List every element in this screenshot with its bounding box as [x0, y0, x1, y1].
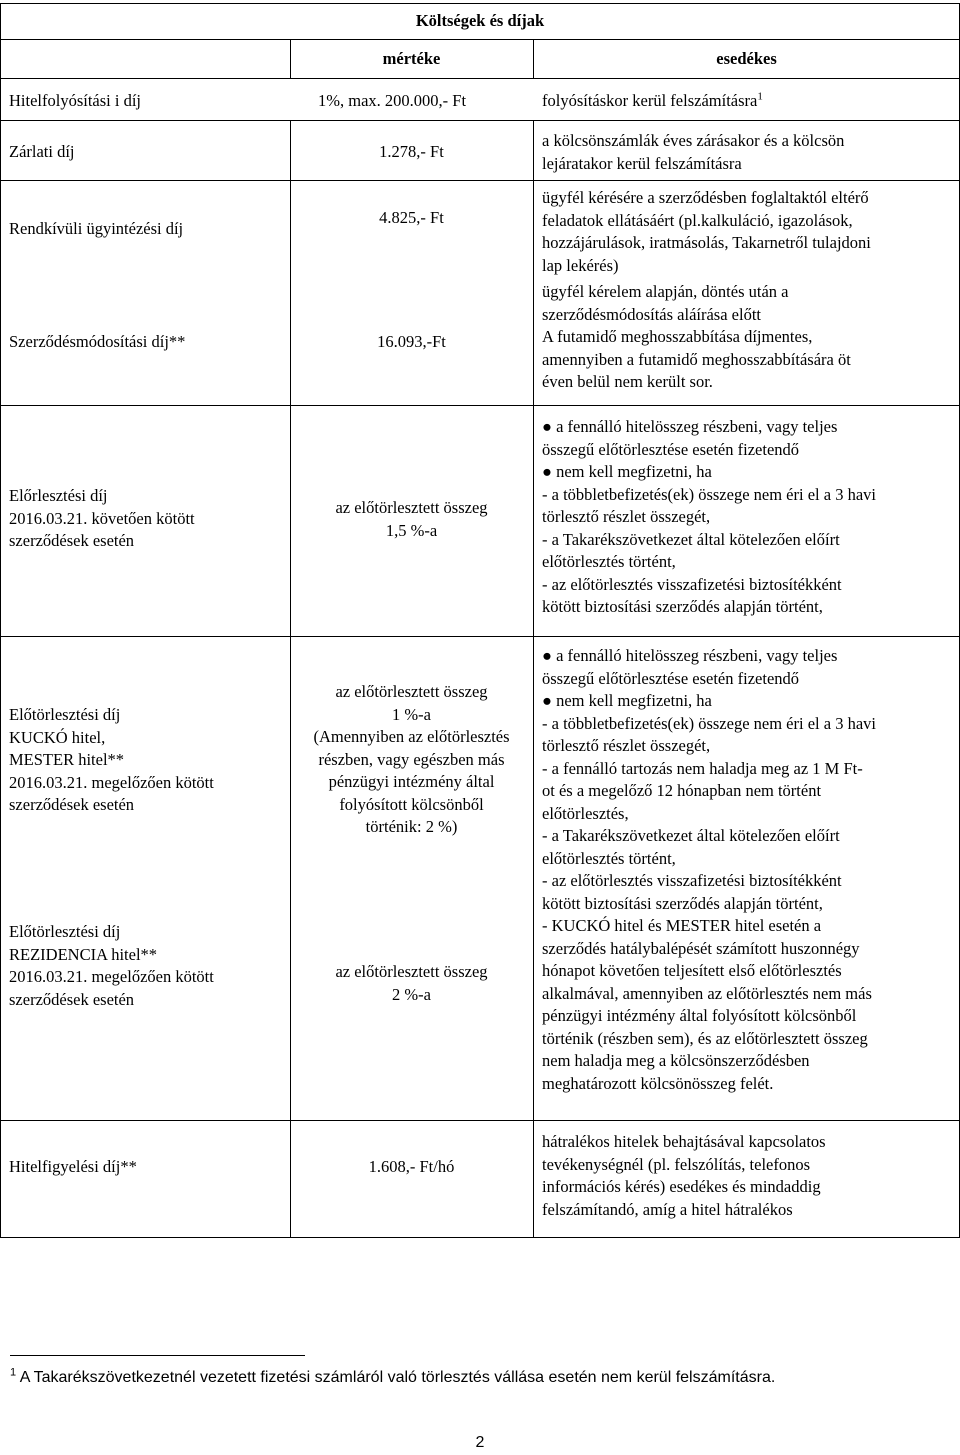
- text-line: meghatározott kölcsönösszeg felét.: [542, 1073, 774, 1093]
- text-line: hátralékos hitelek behajtásával kapcsolatos: [542, 1132, 826, 1151]
- text-line: - a fennálló tartozás nem haladja meg az 1 M Ft-: [542, 758, 863, 778]
- text-line: 2 %-a: [392, 984, 431, 1004]
- text-line: részben, vagy egészben más: [318, 749, 505, 769]
- text-line: éven belül nem került sor.: [542, 372, 713, 391]
- text-line: MESTER hitel**: [9, 750, 125, 769]
- text-line: A futamidő meghosszabbítása díjmentes,: [542, 327, 813, 346]
- rule-bottom: [0, 1237, 960, 1238]
- rule-after-header: [0, 78, 960, 79]
- text-line: az előtörlesztett összeg: [335, 682, 488, 701]
- text-line: Előtörlesztési díj: [9, 922, 121, 941]
- text-line: felszámítandó, amíg a hitel hátralékos: [542, 1199, 793, 1219]
- fee-due-hitelfigyelesi: [542, 1131, 826, 1221]
- text-line: történik: 2 %): [365, 817, 458, 836]
- text-line: KUCKÓ hitel,: [9, 727, 106, 747]
- text-line: ● a fennálló hitelösszeg részbeni, vagy teljes: [542, 417, 838, 436]
- footnote: [10, 1367, 775, 1390]
- rule-col2: [533, 120, 534, 1238]
- fee-amount-szerzodesmodositasi: 16.093,-Ft: [377, 332, 446, 351]
- text-line: ● a fennálló hitelösszeg részbeni, vagy teljes: [542, 646, 838, 665]
- fee-due-kucko-rezidencia: [542, 645, 876, 1095]
- fee-amount-rezidencia: [290, 961, 533, 1006]
- text-line: - a többletbefizetés(ek) összege nem éri el a 3 havi: [542, 713, 876, 733]
- column-header-amount: mértéke: [382, 49, 441, 68]
- text-line: törlesztő részlet összegét,: [542, 736, 711, 755]
- rule-col1: [290, 120, 291, 1238]
- text-line: szerződések esetén: [9, 531, 135, 550]
- fee-due-szerzodesmodositasi: [542, 281, 851, 394]
- text-line: hónapot követően teljesített első előtörlesztés: [542, 961, 842, 980]
- text-line: szerződések esetén: [9, 795, 135, 814]
- text-line: tevékenységnél (pl. felszólítás, telefonos: [542, 1154, 811, 1174]
- text-line: ügyfél kérelem alapján, döntés után a: [542, 282, 789, 301]
- fee-name-hitelfolyositasi: Hitelfolyósítási i díj: [9, 91, 141, 110]
- rule-after-szerzodesmodositasi: [0, 405, 960, 406]
- column-header-due: esedékes: [716, 49, 777, 68]
- fee-name-hitelfigyelesi: Hitelfigyelési díj**: [9, 1157, 137, 1176]
- fee-name-rendkivuli: Rendkívüli ügyintézési díj: [9, 219, 184, 238]
- fee-amount-kucko: [290, 681, 533, 839]
- text-line: ● nem kell megfizetni, ha: [542, 691, 712, 710]
- text-line: - a többletbefizetés(ek) összege nem éri el a 3 havi: [542, 484, 876, 504]
- fee-due-elorlesztesi: [542, 416, 876, 619]
- text-line: 1 %-a: [392, 704, 431, 724]
- text-line: (Amennyiben az előtörlesztés: [313, 727, 510, 746]
- text-line: a kölcsönszámlák éves zárásakor és a kölcsön: [542, 131, 845, 150]
- text-line: törlesztő részlet összegét,: [542, 507, 711, 526]
- text-line: 2016.03.21. követően kötött: [9, 508, 195, 528]
- fee-due-zarlati: [542, 130, 844, 175]
- text-line: előtörlesztés történt,: [542, 848, 676, 868]
- text-line: az előtörlesztett összeg: [335, 962, 488, 981]
- table-title: Költségek és díjak: [415, 11, 545, 30]
- fee-name-kucko: [9, 704, 214, 817]
- footnote-text: A Takarékszövetkezetnél vezetett fizetési számláról való törlesztés vállása esetén nem kerül felszámításra.: [16, 1369, 776, 1386]
- text-line: az előtörlesztett összeg: [335, 498, 488, 517]
- footnote-marker: 1: [10, 1366, 17, 1379]
- rule-after-kucko-rezidencia: [0, 1120, 960, 1121]
- text-line: - a Takarékszövetkezet által kötelezően előírt: [542, 826, 840, 845]
- fee-name-szerzodesmodositasi: Szerződésmódosítási díj**: [9, 332, 186, 351]
- text-line: történik (részben sem), és az előtörlesztett összeg: [542, 1028, 868, 1048]
- fee-due-text: folyósításkor kerül felszámításra: [542, 91, 758, 110]
- footnote-separator: [10, 1355, 305, 1356]
- fee-amount-hitelfolyositasi: 1%, max. 200.000,- Ft: [318, 91, 467, 110]
- text-line: REZIDENCIA hitel**: [9, 944, 158, 964]
- fee-amount-hitelfigyelesi: 1.608,- Ft/hó: [368, 1157, 455, 1176]
- text-line: lap lekérés): [542, 255, 619, 275]
- rule-after-hitelfolyositasi: [0, 120, 960, 121]
- rule-after-elorlesztesi: [0, 636, 960, 637]
- fee-name-rezidencia: [9, 921, 214, 1011]
- text-line: előtörlesztés történt,: [542, 552, 676, 571]
- text-line: információs kérés) esedékes és mindaddig: [542, 1177, 821, 1196]
- rule-left: [0, 3, 1, 1238]
- text-line: ● nem kell megfizetni, ha: [542, 462, 712, 481]
- text-line: összegű előtörlesztése esetén fizetendő: [542, 439, 800, 459]
- text-line: amennyiben a futamidő meghosszabbítására öt: [542, 349, 851, 369]
- text-line: szerződések esetén: [9, 989, 135, 1009]
- text-line: előtörlesztés,: [542, 803, 629, 823]
- text-line: szerződésmódosítás aláírása előtt: [542, 304, 762, 324]
- text-line: feladatok ellátásáért (pl.kalkuláció, igazolások,: [542, 210, 853, 230]
- text-line: 2016.03.21. megelőzően kötött: [9, 772, 214, 792]
- fee-due-rendkivuli: [542, 187, 871, 277]
- fee-name-elorlesztesi: [9, 485, 195, 553]
- text-line: hozzájárulások, iratmásolás, Takarnetről tulajdoni: [542, 233, 871, 252]
- footnote-ref: 1: [757, 90, 763, 103]
- text-line: kötött biztosítási szerződés alapján történt,: [542, 597, 823, 616]
- text-line: - KUCKÓ hitel és MESTER hitel esetén a: [542, 916, 822, 935]
- text-line: folyósított kölcsönből: [339, 794, 484, 814]
- text-line: szerződés hatálybalépését számított huszonnégy: [542, 938, 860, 958]
- rule-after-zarlati: [0, 180, 960, 181]
- text-line: - az előtörlesztés visszafizetési biztosítékként: [542, 871, 842, 890]
- rule-after-title: [0, 39, 960, 40]
- fee-amount-elorlesztesi: [290, 497, 533, 542]
- text-line: - az előtörlesztés visszafizetési biztosítékként: [542, 574, 842, 594]
- fee-due-hitelfolyositasi: [542, 90, 763, 113]
- text-line: alkalmával, amennyiben az előtörlesztés nem más: [542, 983, 872, 1003]
- text-line: nem haladja meg a kölcsönszerződésben: [542, 1051, 810, 1070]
- fee-amount-rendkivuli: 4.825,- Ft: [379, 208, 444, 227]
- rule-top: [0, 3, 960, 4]
- text-line: pénzügyi intézmény által: [328, 772, 495, 791]
- page-number: 2: [475, 1434, 485, 1451]
- fee-amount-zarlati: 1.278,- Ft: [379, 142, 444, 161]
- text-line: - a Takarékszövetkezet által kötelezően előírt: [542, 529, 840, 549]
- text-line: kötött biztosítási szerződés alapján történt,: [542, 893, 823, 913]
- text-line: Előtörlesztési díj: [9, 705, 121, 724]
- text-line: Előrlesztési díj: [9, 486, 108, 505]
- text-line: 2016.03.21. megelőzően kötött: [9, 967, 214, 986]
- text-line: 1,5 %-a: [385, 520, 438, 540]
- fee-name-zarlati: Zárlati díj: [9, 142, 75, 161]
- text-line: összegű előtörlesztése esetén fizetendő: [542, 668, 800, 688]
- text-line: ügyfél kérésére a szerződésben foglaltaktól eltérő: [542, 188, 869, 207]
- text-line: pénzügyi intézmény által folyósított kölcsönből: [542, 1006, 857, 1025]
- text-line: ot és a megelőző 12 hónapban nem történt: [542, 781, 822, 800]
- text-line: lejáratakor kerül felszámításra: [542, 153, 742, 173]
